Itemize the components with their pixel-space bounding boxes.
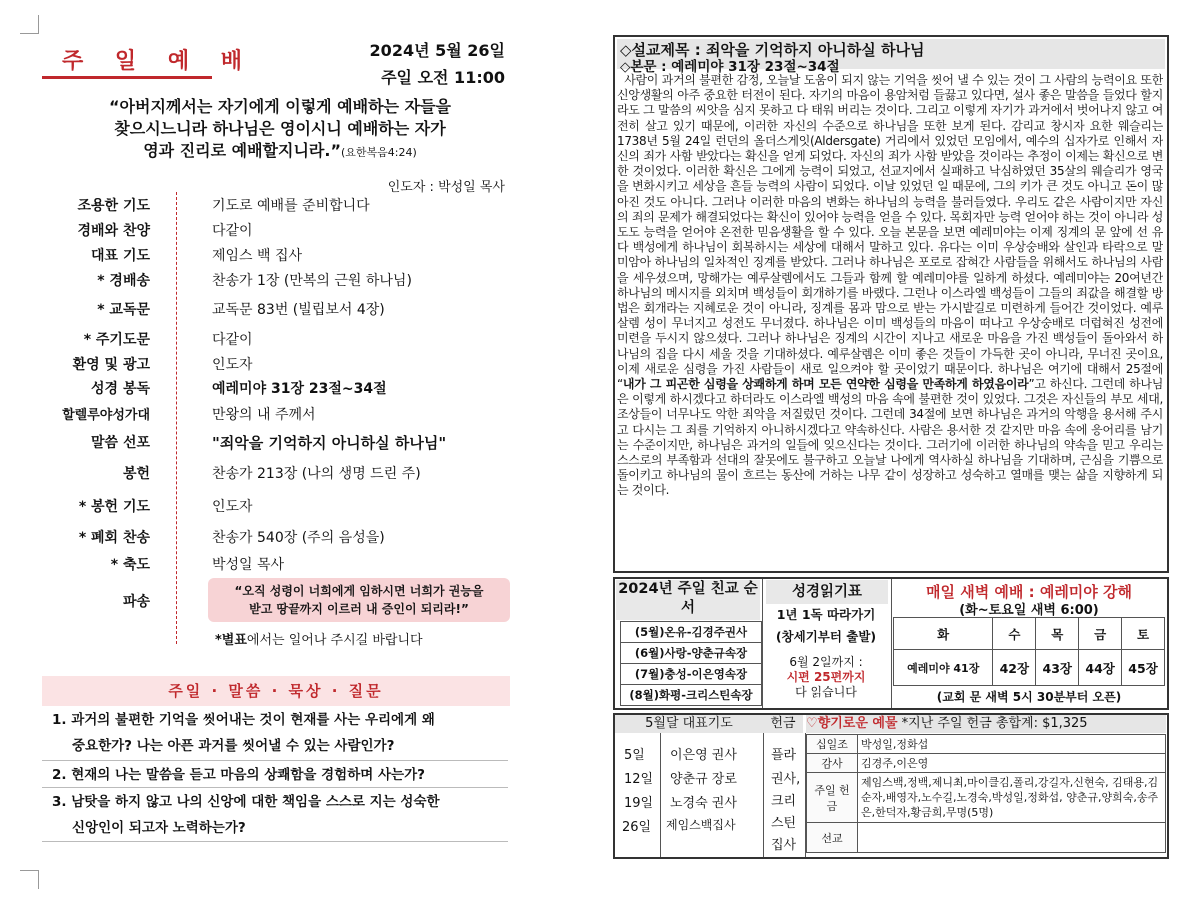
bible-goal-date: 6월 2일까지 : [789, 655, 863, 669]
usher-name: 집사 [771, 838, 797, 853]
question-item [52, 789, 508, 841]
sermon-body [617, 73, 1163, 570]
prayer-header: 5월달 대표기도 [615, 715, 763, 733]
divider [763, 733, 764, 857]
order-row [42, 270, 512, 294]
offering-total: *지난 주일 헌금 총합계: $1,325 [897, 716, 1088, 731]
order-label: 파송 [122, 594, 150, 610]
order-label: * 폐회 찬송 [78, 530, 150, 546]
bible-plan-line: (창세기부터 출발) [775, 629, 877, 644]
order-label: 봉헌 [122, 466, 150, 482]
prayer-person: 이은영 권사 [670, 748, 737, 763]
order-value: 인도자 [212, 499, 253, 515]
order-value: 예레미야 31장 23절~34절 [212, 381, 387, 397]
verse-line: “아버지께서는 자기에게 이렇게 예배하는 자들을 [109, 97, 451, 116]
offering-names [858, 823, 1166, 853]
order-row [42, 527, 512, 551]
chapter-cell: 44장 [1079, 650, 1122, 686]
order-row [42, 463, 512, 487]
chapter-cell: 43장 [1036, 650, 1079, 686]
questions-header-text: 주일 · 말씀 · 묵상 · 질문 [168, 682, 384, 700]
day-cell: 토 [1122, 618, 1165, 650]
dawn-door-note: (교회 문 새벽 5시 30분부터 오픈) [936, 690, 1122, 704]
order-row [42, 496, 512, 520]
order-label: * 경배송 [97, 273, 150, 289]
order-label: * 교독문 [97, 302, 150, 318]
question-line: 2. 현재의 나는 말씀을 듣고 마음의 상쾌함을 경험하며 사는가? [52, 767, 425, 783]
offering-names: 박성일,정화섭 [858, 735, 1166, 754]
day-cell: 금 [1079, 618, 1122, 650]
question-item [52, 707, 508, 759]
prayer-date: 19일 [624, 796, 654, 811]
order-value: 찬송가 213장 (나의 생명 드린 주) [212, 466, 421, 482]
farewell-line: “오직 성령이 너희에게 임하시면 너희가 권능을 [234, 584, 484, 598]
questions-header [42, 676, 510, 706]
order-row [42, 329, 512, 353]
order-value: 기도로 예배를 준비합니다 [212, 198, 370, 214]
usher-name: 권사, [771, 772, 801, 787]
divider [660, 733, 661, 857]
order-row [42, 378, 512, 402]
order-row [42, 220, 512, 244]
order-value: 다같이 [212, 332, 253, 348]
order-value: 교독문 83번 (빌립보서 4장) [212, 302, 385, 318]
prayer-person: 양춘규 장로 [670, 772, 737, 787]
order-value: 인도자 [212, 357, 253, 373]
note-text: 에서는 일어나 주시길 바랍니다 [246, 633, 423, 648]
rotation-item: (5월)온유-김경주권사 [620, 621, 762, 643]
farewell-line: 받고 땅끝까지 이르러 내 증인이 되리라!” [249, 602, 469, 616]
question-line: 신앙인이 되고자 노력하는가? [72, 820, 246, 836]
rotation-item: (6월)사랑-양춘규속장 [620, 642, 762, 664]
crop-mark [20, 15, 39, 34]
order-value: 제임스 백 집사 [212, 248, 303, 264]
usher-name: 스틴 [771, 816, 797, 831]
crop-mark [20, 870, 39, 889]
offering-names: 김경주,이은영 [858, 754, 1166, 773]
question-line: 3. 남탓을 하지 않고 나의 신앙에 대한 책임을 스스로 지는 성숙한 [52, 794, 440, 810]
bible-reading-plan [762, 604, 890, 648]
bible-reading-goal [762, 655, 890, 700]
rotation-item: (7월)충성-이은영속장 [620, 663, 762, 685]
day-cell: 화 [894, 618, 993, 650]
chapter-cell: 42장 [993, 650, 1036, 686]
verse-reference: (요한복음4:24) [340, 146, 417, 159]
question-line: 중요한가? 나는 아픈 과거를 씻어낼 수 있는 사람인가? [72, 738, 395, 754]
bible-plan-line: 1년 1독 따라가기 [776, 607, 876, 622]
order-label: 조용한 기도 [77, 198, 150, 214]
day-cell: 수 [993, 618, 1036, 650]
order-value: 만왕의 내 주께서 [212, 407, 316, 423]
order-label: * 주기도문 [83, 332, 150, 348]
service-date: 2024년 5월 26일 [369, 41, 505, 60]
dawn-service-title: 매일 새벽 예배 : 예레미야 강해 [926, 583, 1132, 601]
offering-type: 십일조 [807, 735, 858, 754]
offering-names: 제임스백,정백,제니최,마이클김,폴리,강길자,신현숙, 김태용,김순자,배영자,노수길,노경숙,박성일,정화섭, 양춘규,양희숙,송주은,한덕자,황금희,무명(5명) [858, 773, 1166, 823]
dawn-schedule-table [893, 617, 1165, 686]
order-label: 할렐루야성가대 [62, 408, 150, 423]
order-row [42, 554, 512, 578]
offering-type: 주일 헌금 [807, 773, 858, 823]
offering-type: 감사 [807, 754, 858, 773]
usher-name: 플라 [771, 748, 797, 763]
order-row [42, 432, 512, 456]
prayer-date: 5일 [624, 748, 645, 763]
dawn-service-time: (화~토요일 새벽 6:00) [959, 603, 1099, 618]
offering-table [806, 734, 1166, 853]
offering-type: 선교 [807, 823, 858, 853]
bible-goal-end: 다 읽습니다 [795, 685, 857, 699]
chapter-cell: 예레미야 41장 [894, 650, 993, 686]
offering-summary [806, 715, 1166, 733]
order-label: 환영 및 광고 [72, 357, 150, 373]
order-value: 박성일 목사 [212, 557, 285, 573]
chapter-cell: 45장 [1122, 650, 1165, 686]
service-title: 주 일 예 배 [62, 49, 254, 74]
order-label: 경배와 찬양 [77, 223, 150, 239]
order-value: 찬송가 540장 (주의 음성을) [212, 530, 385, 546]
order-label: 성경 봉독 [91, 381, 150, 397]
order-label: 말씀 선포 [91, 435, 150, 451]
day-cell: 목 [1036, 618, 1079, 650]
sermon-scripture: ◇본문 : 예레미야 31장 23절~34절 [620, 59, 840, 75]
rotation-item: (8월)화평-크리스틴속장 [620, 684, 762, 706]
question-item [52, 762, 508, 788]
service-title-bar [42, 40, 254, 79]
sermon-emphasis: 내가 그 피곤한 심령을 상쾌하게 하며 모든 연약한 심령을 만족하게 하였음이라 [622, 377, 1029, 392]
order-value: 다같이 [212, 223, 253, 239]
verse-line: 찾으시느니라 하나님은 영이시니 예배하는 자가 [114, 119, 446, 138]
bible-goal-range: 시편 25편까지 [786, 670, 866, 684]
order-row [42, 195, 512, 219]
order-label: * 봉헌 기도 [78, 499, 150, 515]
prayer-person: 제임스백집사 [666, 818, 736, 832]
order-row [42, 245, 512, 269]
order-value: 찬송가 1장 (만복의 근원 하나님) [212, 273, 412, 289]
order-value: "죄악을 기억하지 아니하실 하나님" [212, 434, 447, 452]
presider: 인도자 : 박성일 목사 [387, 180, 505, 195]
service-time: 주일 오전 11:00 [381, 68, 505, 87]
note-asterisk: *별표 [215, 633, 247, 648]
prayer-person: 노경숙 권사 [670, 796, 737, 811]
order-label: 대표 기도 [91, 248, 150, 264]
standing-note [215, 629, 423, 648]
fellowship-rotation-title: 2024년 주일 친교 순서 [616, 580, 760, 620]
usher-name: 크리 [771, 794, 797, 809]
verse-line: 영과 진리로 예배할지니라.” [143, 141, 341, 160]
order-row [42, 354, 512, 378]
offering-header: 헌금 [763, 715, 803, 733]
order-row [42, 299, 512, 323]
order-label: * 축도 [110, 557, 150, 573]
order-row [42, 404, 512, 428]
sermon-paragraph: ”고 하신다. 그런데 하나님은 이렇게 하시겠다고 하더라도 이스라엘 백성의 마음 속에 불편한 것이 있었다. 그것은 자신들의 부모 세대, 조상들이 너무나도 악한 죄악을 저질렀던 것이다. 그런데 34절에 보면 하나님은 과거의 악행을 용서해 주시고 다시는 그 죄를 기억하지 아니하시겠다고 약속하신다. 사람은 용서한 것 같지만 마음 속에 응어리를 남기는 수준이지만, 하나님은 과거의 일들에 잊으신다는 것이다. 그러기에 이러한 하나님의 약속을 믿고 우리는 스스로의 부족함과 선대의 잘못에도 불구하고 오늘날 나에게 역사하실 하나님을 기대하며, 근심을 기쁨으로 돌이키고 하나님의 물이 흐르는 동산에 거하는 나무 같이 성장하고 성숙하고 열매를 맺는 삶을 지향하게 되는 것이다. [617, 377, 1163, 498]
bible-reading-title: 성경읽기표 [766, 580, 888, 604]
question-line: 1. 과거의 불편한 기억을 씻어내는 것이 현재를 사는 우리에게 왜 [52, 712, 435, 728]
question-divider [42, 787, 508, 788]
offering-label: ♡향기로운 예물 [806, 716, 898, 731]
question-divider [42, 841, 508, 842]
question-divider [42, 760, 508, 761]
prayer-date: 12일 [624, 772, 654, 787]
farewell-verse [208, 578, 510, 622]
theme-verse [60, 96, 500, 164]
sermon-title: ◇설교제목 : 죄악을 기억하지 아니하실 하나님 [620, 41, 925, 59]
prayer-date: 26일 [622, 820, 652, 835]
sermon-paragraph: 사람이 과거의 불편한 감정, 오늘날 도움이 되지 않는 기억을 씻어 낼 수 있는 것이 그 사람의 능력이요 또한 신앙생활의 아주 중요한 터전이 된다. 자기의 마음이 용암처럼 들끓고 있다면, 설사 좋은 말씀을 들었다 할지라도 그 말씀의 씨앗을 심지 못하고 다 태워 버리는 것이다. 그리고 이렇게 자기가 과거에서 벗어나지 않고 여전히 살고 있기 때문에, 이러한 자신의 수준으로 하나님을 또한 보게 된다. 감리교 창시자 요한 웨슬리는 1738년 5월 24일 런던의 올더스게잇(Aldersgate) 거리에서 있었던 모임에서, 예수의 십자가로 인해서 자신의 죄가 사함 받았다는 확신을 얻게 되었다. 자신의 죄가 사함 받았을 것이라는 추정이 이제는 확신으로 변한 것이었다. 이러한 확신은 그에게 능력이 되었고, 선교지에서 실패하고 낙심하였던 35살의 웨슬리가 영국을 변화시키고 세상을 흔들 능력의 사람이 되었다. 이날 있었던 일 때문에, 그의 키가 큰 것도 아니고 돈이 많아진 것도 아니다. 그러나 이러한 마음의 변화는 하나님의 능력을 불러들였다. 우리도 같은 사람이지만 자신의 죄의 문제가 해결되었다는 확신이 있어야 능력을 얻을 수 있다. 목회자만 능력 얻어야 하는 것이 아니라 성도도 능력을 얻어야 온전한 믿음생활을 할 수 있다. 오늘 본문을 보면 예레미야는 이제 징계의 문 앞에 선 유다 백성에게 하나님이 회복하시는 세상에 대해서 말하고 있다. 유다는 이미 우상숭배와 살인과 타락으로 말미암아 하나님의 일차적인 징계를 받았다. 그러나 하나님은 포로로 잡혀간 사람들을 위해서도 하나님의 사람을 세우셨으며, 망해가는 예루살렘에서도 그들과 함께 할 예레미야를 일하게 하셨다. 예레미야는 20여년간 하나님의 메시지를 외치며 백성들이 회개하기를 바랬다. 그런나 이스라엘 백성들이 그들의 죄값을 해결할 방법은 회개라는 지혜로운 것이 아니라, 징계를 몸과 맘으로 받는 가시밭길로 미련하게 들어간 것이었다. 예루살렘 성이 무너지고 성전도 무너졌다. 하나님은 이미 백성들의 마음이 떠나고 우상숭배로 더럽혀진 성전에 미련을 두시지 않으셨다. 그러나 하나님은 징계의 시간이 지나고 새로운 마음을 가진 백성들이 돌아와서 하나님의 집을 다시 세울 것을 기대하셨다. 예루살렘은 이미 좋은 것들이 가득한 곳이 아니라, 무너진 곳이요, 이제 새로운 심령을 가진 사람들이 새로 일으켜야 할 곳이었기 때문이다. 하나님은 여기에 대해서 25절에 “ [617, 73, 1163, 392]
